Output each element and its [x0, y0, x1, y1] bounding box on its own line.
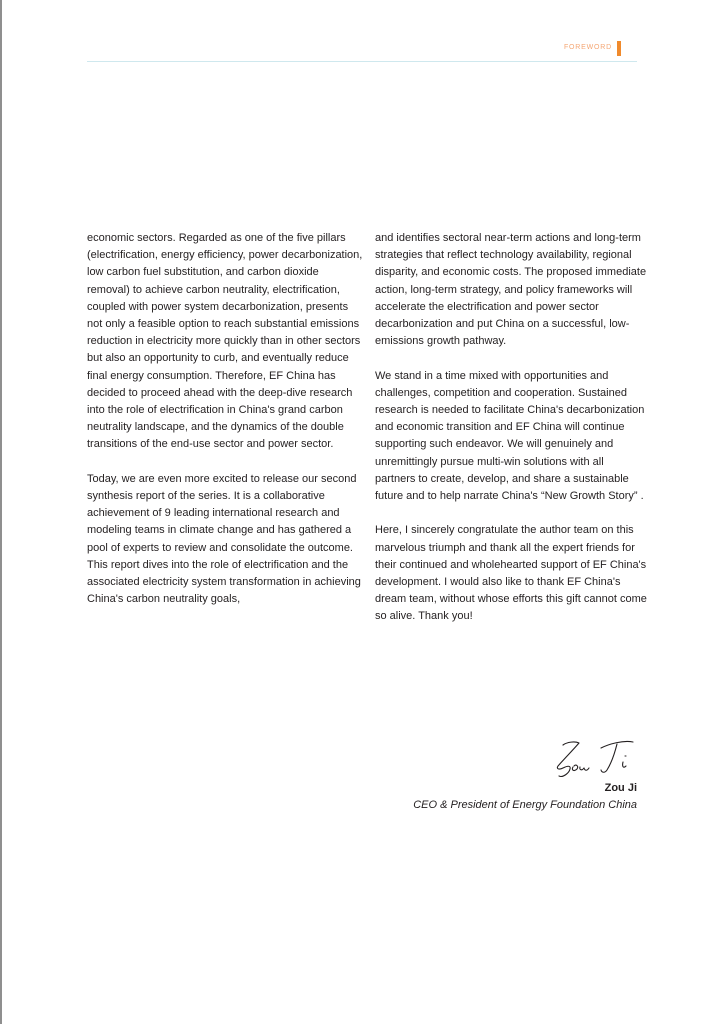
header-divider	[87, 61, 637, 62]
page-left-edge	[0, 0, 2, 1024]
paragraph: Today, we are even more excited to release our second synthesis report of the series. It is a collaborative achievement of 9 leading international research and modeling teams in climate change and has gathered a pool of experts to review and consolidate the outcome. This report dives into the role of electrification and the associated electricity system transformation in achieving China's carbon neutrality goals,	[87, 472, 361, 606]
section-header-accent-bar	[617, 41, 621, 56]
right-text-column	[375, 230, 647, 626]
signatory-title: CEO & President of Energy Foundation China	[413, 799, 637, 811]
paragraph: Here, I sincerely congratulate the author team on this marvelous triumph and thank all the expert friends for their continued and wholehearted support of EF China's development. I would also like to thank EF China's dream team, without whose efforts this gift cannot come so alive. Thank you!	[375, 524, 647, 623]
signatory-name: Zou Ji	[604, 782, 637, 794]
paragraph: economic sectors. Regarded as one of the five pillars (electrification, energy efficiency, power decarbonization, low carbon fuel substitution, and carbon dioxide removal) to achieve carbon neutrality, electrification, coupled with power system decarbonization, presents not only a feasible option to reach substantial emissions reduction in electricity more quickly than in other sectors but also an opportunity to curb, and eventually reduce final energy consumption. Therefore, EF China has decided to proceed ahead with the deep-dive research into the role of electrification in China's grand carbon neutrality landscape, and the dynamics of the double transitions of the end-use sector and power sector.	[87, 232, 363, 451]
paragraph: We stand in a time mixed with opportunities and challenges, competition and cooperation. Sustained research is needed to facilitate China's decarbonization and economic transition and EF China will continue supporting such endeavor. We will genuinely and unremittingly pursue multi-win solutions with all partners to create, develop, and share a sustainable future and to help narrate China's “New Growth Story” .	[375, 369, 645, 503]
left-text-column	[87, 230, 363, 608]
section-header-label: FOREWORD	[563, 44, 612, 51]
paragraph: and identifies sectoral near-term actions and long-term strategies that reflect technology availability, regional disparity, and economic costs. The proposed immediate action, long-term strategy, and policy frameworks will accelerate the electrification and power sector decarbonization and put China on a successful, low-emissions growth pathway.	[375, 232, 647, 348]
handwritten-signature	[549, 736, 641, 780]
